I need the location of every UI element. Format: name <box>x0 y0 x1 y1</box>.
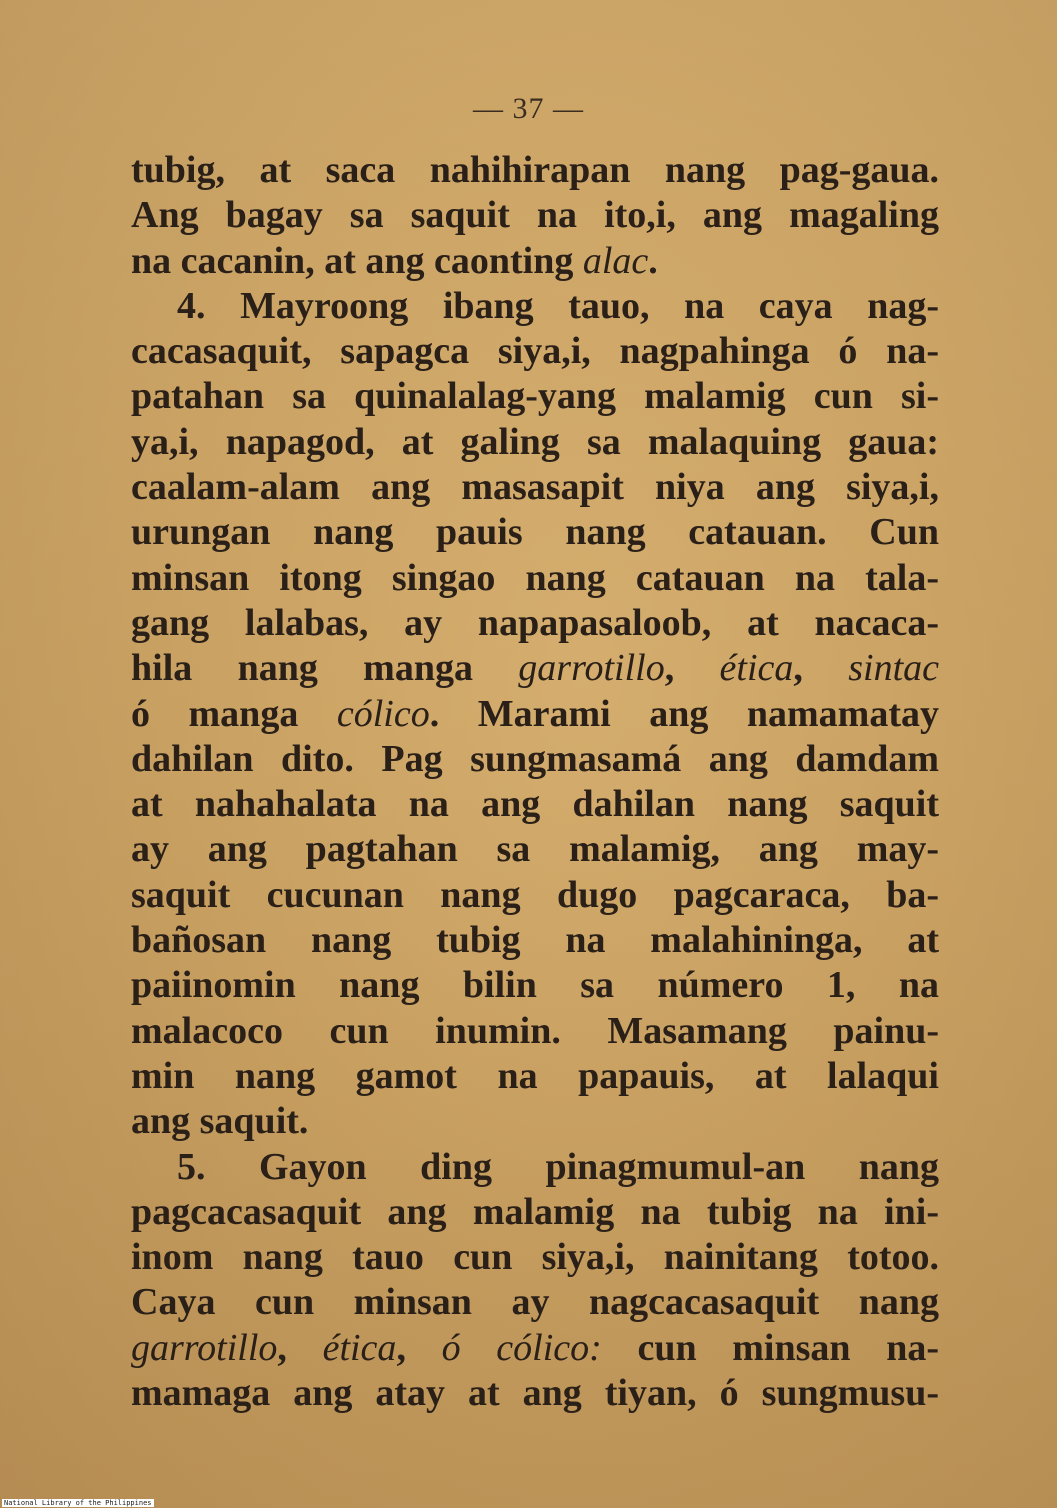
text-run: patahan sa quinalalag-yang malamig cun si- <box>131 375 939 418</box>
body-text <box>131 148 939 1416</box>
text-line <box>131 1009 939 1054</box>
text-line <box>131 510 939 555</box>
text-line <box>131 827 939 872</box>
text-run: mamaga ang atay at ang tiyan, ó sungmusu- <box>131 1372 939 1415</box>
text-run: Caya cun minsan ay nagcacasaquit nang <box>131 1281 939 1324</box>
text-run: . Marami ang namamatay <box>429 692 939 735</box>
italic-term: ó cólico: <box>441 1326 602 1369</box>
text-run: , <box>277 1326 323 1369</box>
text-line <box>131 963 939 1008</box>
text-run: min nang gamot na papauis, at lalaqui <box>131 1054 939 1097</box>
text-run: gang lalabas, ay napapasaloob, at nacaca- <box>131 601 939 644</box>
text-line <box>131 465 939 510</box>
text-run: caalam-alam ang masasapit niya ang siya,i, <box>131 466 939 509</box>
text-run: urungan nang pauis nang catauan. Cun <box>131 511 939 554</box>
text-run: minsan itong singao nang catauan na tala- <box>131 556 939 599</box>
text-run: at nahahalata na ang dahilan nang saquit <box>131 783 939 826</box>
italic-term: garrotillo <box>518 647 665 690</box>
text-run: tubig, at saca nahihirapan nang pag-gaua. <box>131 149 939 191</box>
text-run: cacasaquit, sapagca siya,i, nagpahinga ó na- <box>131 330 939 373</box>
footer-credit: National Library of the Philippines <box>4 1499 152 1507</box>
text-line <box>131 1190 939 1235</box>
italic-term: ética <box>322 1326 397 1369</box>
text-line <box>131 601 939 646</box>
text-line <box>131 329 939 374</box>
text-line <box>131 1326 939 1371</box>
text-line <box>131 148 939 193</box>
text-run: dahilan dito. Pag sungmasamá ang damdam <box>131 737 939 780</box>
text-line <box>131 1235 939 1280</box>
text-run: saquit cucunan nang dugo pagcaraca, ba- <box>131 873 939 916</box>
text-line <box>131 284 939 329</box>
text-line <box>131 193 939 238</box>
italic-term: ética <box>719 647 794 690</box>
page-number: — 37 — <box>473 92 584 125</box>
italic-term: garrotillo <box>131 1326 278 1369</box>
text-run: , <box>664 647 720 690</box>
text-line <box>131 1280 939 1325</box>
text-run: Ang bagay sa saquit na ito,i, ang magaling <box>131 194 939 237</box>
italic-term: alac <box>582 239 649 282</box>
text-run: hila nang manga <box>131 647 519 690</box>
text-run: 5. Gayon ding pinagmumul-an nang <box>177 1145 939 1188</box>
text-run: , <box>793 647 849 690</box>
text-run: cun minsan na- <box>601 1326 939 1369</box>
italic-term: sintac <box>848 647 939 690</box>
text-line <box>131 420 939 465</box>
text-run: inom nang tauo cun siya,i, nainitang totoo. <box>131 1236 939 1279</box>
text-run: bañosan nang tubig na malahininga, at <box>131 919 939 962</box>
text-run: ang saquit. <box>131 1100 309 1143</box>
text-run: ya,i, napagod, at galing sa malaquing gaua: <box>131 420 939 463</box>
text-line <box>131 374 939 419</box>
text-run: . <box>648 239 658 282</box>
text-run: paiinomin nang bilin sa número 1, na <box>131 964 939 1007</box>
text-line <box>131 1099 939 1144</box>
text-line <box>131 646 939 691</box>
text-line <box>131 692 939 737</box>
text-line <box>131 873 939 918</box>
text-run: , <box>396 1326 442 1369</box>
text-run: pagcacasaquit ang malamig na tubig na ini- <box>131 1190 939 1233</box>
text-line <box>131 782 939 827</box>
text-run: ó manga <box>131 692 337 735</box>
italic-term: cólico <box>336 692 430 735</box>
text-run: 4. Mayroong ibang tauo, na caya nag- <box>177 284 939 327</box>
text-line <box>131 1371 939 1416</box>
text-line <box>131 1054 939 1099</box>
text-line <box>131 918 939 963</box>
text-run: ay ang pagtahan sa malamig, ang may- <box>131 828 939 871</box>
text-run: na cacanin, at ang caonting <box>131 239 583 282</box>
text-line <box>131 737 939 782</box>
text-line <box>131 239 939 284</box>
text-line <box>131 556 939 601</box>
text-line <box>131 1145 939 1190</box>
text-run: malacoco cun inumin. Masamang painu- <box>131 1009 939 1052</box>
